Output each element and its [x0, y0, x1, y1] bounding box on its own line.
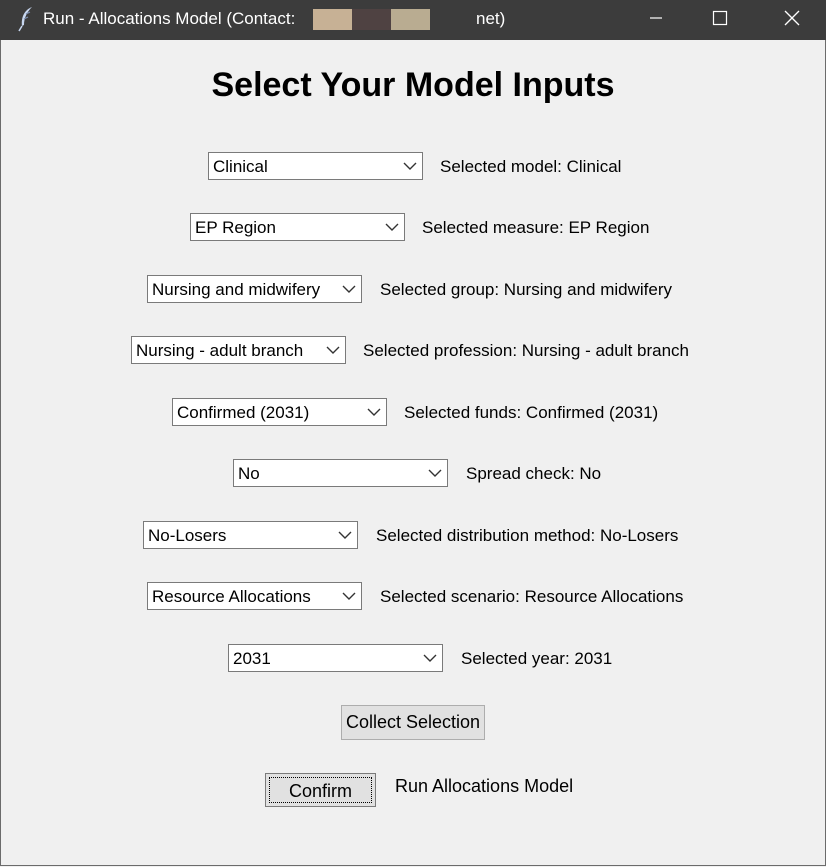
profession-select[interactable] [131, 336, 346, 364]
spread-check-select-value: No [238, 464, 260, 483]
close-button[interactable] [768, 0, 814, 40]
redacted-block [352, 9, 391, 30]
model-select[interactable] [208, 152, 423, 180]
model-label: Selected model: Clinical [440, 157, 622, 176]
chevron-down-icon [403, 161, 417, 171]
collect-selection-label: Collect Selection [345, 712, 481, 732]
chevron-down-icon [423, 653, 437, 663]
group-label: Selected group: Nursing and midwifery [380, 280, 672, 299]
confirm-label: Confirm [288, 781, 352, 801]
chevron-down-icon [385, 222, 399, 232]
collect-selection-button[interactable] [341, 705, 485, 740]
chevron-down-icon [326, 345, 340, 355]
chevron-down-icon [342, 284, 356, 294]
spread-check-select[interactable] [233, 459, 448, 487]
scenario-select-value: Resource Allocations [152, 587, 311, 606]
group-select[interactable] [147, 275, 362, 303]
distribution-method-select-value: No-Losers [148, 526, 227, 545]
page-title: Select Your Model Inputs [211, 66, 615, 104]
year-select-value: 2031 [233, 649, 271, 668]
run-model-label: Run Allocations Model [395, 776, 574, 796]
measure-select[interactable] [190, 213, 405, 241]
funds-select[interactable] [172, 398, 387, 426]
year-select[interactable] [228, 644, 443, 672]
minimize-icon [632, 0, 678, 40]
confirm-button[interactable] [265, 773, 376, 807]
group-select-value: Nursing and midwifery [152, 280, 321, 299]
maximize-icon [697, 0, 743, 40]
chevron-down-icon [428, 468, 442, 478]
profession-select-value: Nursing - adult branch [136, 341, 304, 360]
chevron-down-icon [367, 407, 381, 417]
chevron-down-icon [342, 591, 356, 601]
redacted-block [313, 9, 352, 30]
spread-check-label: Spread check: No [466, 464, 602, 483]
funds-select-value: Confirmed (2031) [177, 403, 310, 422]
window-title-suffix: net) [476, 9, 506, 28]
year-label: Selected year: 2031 [461, 649, 613, 668]
funds-label: Selected funds: Confirmed (2031) [404, 403, 659, 422]
measure-select-value: EP Region [195, 218, 276, 237]
close-icon [768, 0, 814, 40]
title-bar [0, 0, 826, 40]
profession-label: Selected profession: Nursing - adult branch [363, 341, 690, 360]
scenario-label: Selected scenario: Resource Allocations [380, 587, 684, 606]
distribution-method-select[interactable] [143, 521, 358, 549]
chevron-down-icon [338, 530, 352, 540]
redacted-block [391, 9, 430, 30]
scenario-select[interactable] [147, 582, 362, 610]
window-title: Run - Allocations Model (Contact: [43, 9, 301, 28]
model-select-value: Clinical [213, 157, 268, 176]
maximize-button[interactable] [697, 0, 743, 40]
feather-icon [14, 6, 38, 32]
measure-label: Selected measure: EP Region [422, 218, 650, 237]
minimize-button[interactable] [632, 0, 678, 40]
distribution-method-label: Selected distribution method: No-Losers [376, 526, 679, 545]
